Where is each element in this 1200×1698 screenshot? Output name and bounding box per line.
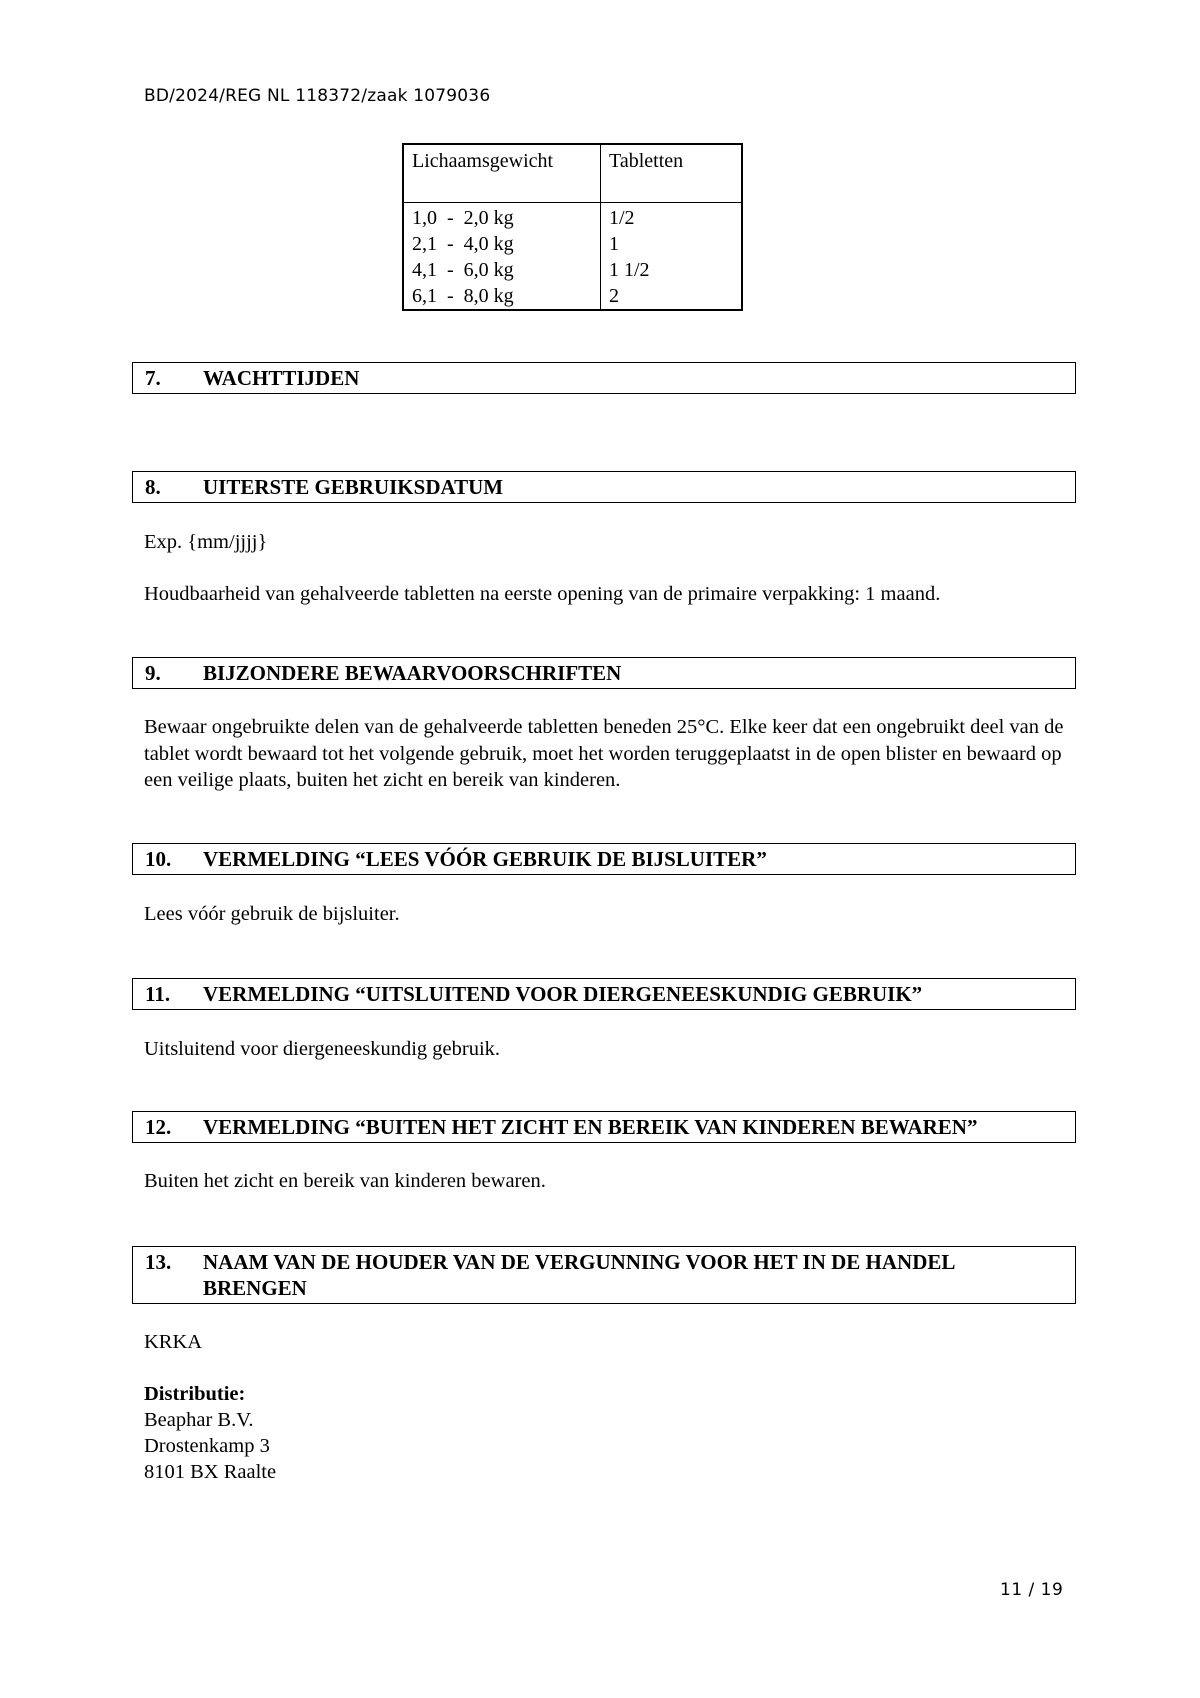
table-cell-weight: 1,0 - 2,0 kg [403,203,601,232]
section-number: 13. [145,1250,172,1274]
holder-name: KRKA [144,1331,203,1353]
storage-text: Bewaar ongebruikte delen van de gehalveerde tabletten beneden 25°C. Elke keer dat een ongebruikt deel van de tablet wordt bewaard tot het volgende gebruik, moet het worden teruggeplaatst in de open blister en bewaard op een veilige plaats, buiten het zicht en bereik van kinderen. [144,716,1064,791]
table-row [403,257,742,283]
table-header-row [403,144,742,203]
section-number: 8. [145,475,161,499]
table-cell-tablets: 1/2 [609,207,635,229]
section-title: VERMELDING “BUITEN HET ZICHT EN BEREIK VAN KINDEREN BEWAREN” [203,1115,978,1139]
shelf-life-text: Houdbaarheid van gehalveerde tabletten na eerste opening van de primaire verpakking: 1 maand. [144,583,941,605]
section-heading-12 [132,1111,1076,1143]
section-number: 12. [145,1115,172,1139]
section-heading-9 [132,657,1076,689]
section-heading-7 [132,362,1076,394]
section-title: VERMELDING “LEES VÓÓR GEBRUIK DE BIJSLUITER” [203,847,767,871]
section-number: 7. [145,366,161,390]
section-heading-11 [132,978,1076,1010]
section-number: 11. [145,982,171,1006]
table-cell-tablets: 1 1/2 [609,259,650,281]
section-heading-13 [132,1246,1076,1304]
section-number: 9. [145,661,161,685]
veterinary-use-text: Uitsluitend voor diergeneeskundig gebruik. [144,1038,501,1060]
table-cell-weight: 4,1 - 6,0 kg [403,257,601,283]
page-number: 11 / 19 [1000,1580,1064,1600]
expiry-text: Exp. {mm/jjjj} [144,531,268,553]
column-header-tablets: Tabletten [601,144,743,203]
table-cell-weight: 2,1 - 4,0 kg [403,231,601,257]
table-cell-tablets: 1 [609,233,619,255]
section-number: 10. [145,847,172,871]
section-title: NAAM VAN DE HOUDER VAN DE VERGUNNING VOOR HET IN DE HANDEL BRENGEN [203,1250,955,1300]
section-title: VERMELDING “UITSLUITEND VOOR DIERGENEESKUNDIG GEBRUIK” [203,982,923,1006]
section-title: UITERSTE GEBRUIKSDATUM [203,475,504,499]
document-reference: BD/2024/REG NL 118372/zaak 1079036 [144,86,491,106]
table-cell-weight: 6,1 - 8,0 kg [403,283,601,310]
table-row [403,203,742,232]
dosage-table [402,143,743,311]
children-text: Buiten het zicht en bereik van kinderen bewaren. [144,1170,546,1192]
column-header-body-weight: Lichaamsgewicht [403,144,601,203]
distributor-name: Beaphar B.V. [144,1409,254,1431]
section-title: BIJZONDERE BEWAARVOORSCHRIFTEN [203,661,622,685]
section-heading-10 [132,843,1076,875]
table-row [403,283,742,310]
distributor-street: Drostenkamp 3 [144,1435,270,1457]
table-row [403,231,742,257]
leaflet-text: Lees vóór gebruik de bijsluiter. [144,903,400,925]
table-cell-tablets: 2 [609,285,619,307]
section-title: WACHTTIJDEN [203,366,360,390]
section-heading-8 [132,471,1076,503]
distributor-city: 8101 BX Raalte [144,1461,277,1483]
distribution-label: Distributie: [144,1383,246,1405]
